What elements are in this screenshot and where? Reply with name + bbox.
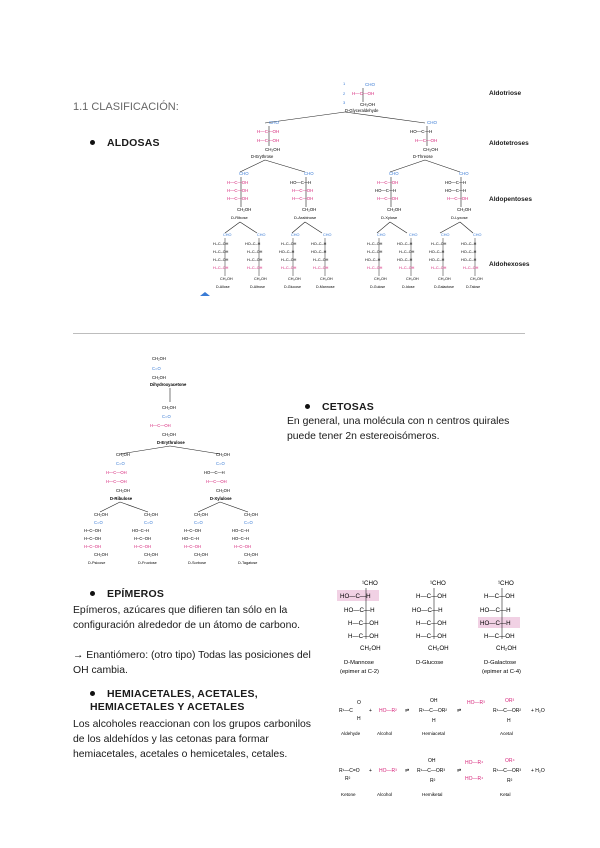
cetosas-heading [305,401,374,413]
level-label: Aldotetroses [489,140,529,147]
epimeros-note: → Enantiómero: (otro tipo) Todas las posiciones del OH cambia. [73,650,311,676]
svg-text:CHO: CHO [365,82,375,87]
svg-text:CHO: CHO [473,233,482,237]
ketose-name: Dihydroxyacetone [150,382,187,387]
svg-text:H–C–OH: H–C–OH [431,242,447,246]
svg-text:⇌: ⇌ [405,708,410,714]
svg-text:C=O: C=O [152,366,161,371]
svg-text:1: 1 [343,81,346,86]
svg-text:H—C—OH: H—C—OH [415,138,438,143]
svg-text:H–C–OH: H–C–OH [247,250,263,254]
aldosas-heading [90,137,160,149]
pentose-name: D-Lyxose [451,215,468,220]
svg-text:CHO: CHO [389,171,399,176]
svg-text:H–C–OH: H–C–OH [134,544,151,549]
svg-text:HO–C–H: HO–C–H [132,528,149,533]
tetrose-name: D-Threose [413,154,433,159]
svg-text:HO—C—H: HO—C—H [290,180,312,185]
ketose-name: D-Erythrulose [157,440,185,445]
svg-text:OR⁴: OR⁴ [505,758,515,764]
svg-text:CH₂OH: CH₂OH [428,645,449,652]
svg-text:CH₂OH: CH₂OH [194,512,208,517]
svg-text:H—C—OH: H—C—OH [416,620,447,627]
svg-text:¹CHO: ¹CHO [498,580,514,587]
bullet-icon [90,591,95,596]
cetosas-heading-text: CETOSAS [322,401,374,413]
pentose-name: D-Arabinose [294,215,317,220]
svg-text:HO—C—H: HO—C—H [480,620,511,627]
reaction-label: Alcohol [377,731,393,736]
svg-text:HO–C–H: HO–C–H [365,258,381,262]
reaction-label: Ketone [341,792,356,797]
svg-text:CH₂OH: CH₂OH [162,432,176,437]
svg-text:H: H [357,716,361,722]
svg-text:H—C—OH: H—C—OH [292,196,314,201]
svg-text:2: 2 [343,91,346,96]
epimer-name: D-Glucose [416,660,444,666]
svg-text:R²: R² [345,776,351,782]
hexose-name: D-Galactose [434,285,454,289]
svg-text:C=O: C=O [216,461,225,466]
reaction-label: Hemiacetal [422,731,445,736]
svg-text:H–C–OH: H–C–OH [134,536,151,541]
svg-text:CH₂OH: CH₂OH [438,277,451,281]
svg-text:HO—C—H: HO—C—H [412,607,443,614]
svg-text:HO–C–H: HO–C–H [461,242,477,246]
svg-text:HO–C–H: HO–C–H [461,250,477,254]
svg-text:H–C–OH: H–C–OH [367,242,383,246]
svg-text:CHO: CHO [377,233,386,237]
svg-text:¹CHO: ¹CHO [430,580,446,587]
svg-text:H–C–OH: H–C–OH [367,250,383,254]
ketose-tree-figure [70,352,280,582]
svg-text:H–C–OH: H–C–OH [399,250,415,254]
svg-text:H—C—OH: H—C—OH [206,479,227,484]
epimer-name: D-Mannose [344,660,374,666]
ketose-name: D-Psicose [88,561,106,565]
svg-text:H—C—OH: H—C—OH [348,620,379,627]
reaction-label: Ketal [500,792,511,797]
svg-text:HO–C–H: HO–C–H [397,242,413,246]
svg-text:CH₂OH: CH₂OH [94,512,108,517]
svg-text:CH₂OH: CH₂OH [220,277,233,281]
svg-text:⇌: ⇌ [457,768,462,774]
mark-icon [200,292,210,296]
svg-text:H: H [507,718,511,724]
reaction-label: Acetal [500,731,513,736]
epimer-note: (epimer at C-4) [482,669,521,675]
svg-text:H–C–OH: H–C–OH [313,266,329,270]
svg-text:CH₂OH: CH₂OH [320,277,333,281]
svg-text:H–C–OH: H–C–OH [431,266,447,270]
svg-text:CH₂OH: CH₂OH [496,645,517,652]
svg-text:H–C–OH: H–C–OH [213,258,229,262]
svg-text:CH₂OH: CH₂OH [244,552,258,557]
svg-text:CHO: CHO [409,233,418,237]
svg-text:O: O [357,700,361,706]
svg-text:OH: OH [430,698,438,704]
ketose-name: D-Tagatose [238,561,258,565]
svg-text:C=O: C=O [144,520,153,525]
svg-text:HO—R²: HO—R² [379,708,397,714]
level-label: Aldotriose [489,90,522,97]
svg-text:CHO: CHO [459,171,469,176]
svg-text:C=O: C=O [94,520,103,525]
svg-text:HO–C–H: HO–C–H [397,258,413,262]
svg-text:HO—C—H: HO—C—H [375,188,397,193]
svg-text:+: + [369,768,372,774]
svg-text:H–C–OH: H–C–OH [463,266,479,270]
svg-text:CHO: CHO [441,233,450,237]
hemiacetales-text: Los alcoholes reaccionan con los grupos carbonilos de los aldehídos y las cetonas para formar hemiacetales, acetales o hemicetales, cetales. [73,719,311,760]
svg-text:R¹—C—OR³: R¹—C—OR³ [493,768,522,774]
reaction-label: Alcohol [377,792,393,797]
svg-text:CH₂OH: CH₂OH [237,207,252,212]
svg-text:C=O: C=O [116,461,125,466]
svg-text:+: + [369,708,372,714]
epimeros-heading [90,588,164,600]
hemiacetales-heading [90,688,300,714]
svg-text:H—C—OH: H—C—OH [352,91,375,96]
pentose-name: D-Ribose [231,215,248,220]
svg-text:CH₂OH: CH₂OH [244,512,258,517]
section-title: 1.1 CLASIFICACIÓN: [73,101,179,113]
svg-text:H–C–OH: H–C–OH [84,528,101,533]
svg-text:H–C–OH: H–C–OH [313,258,329,262]
svg-text:CH₂OH: CH₂OH [406,277,419,281]
bullet-icon [90,691,95,696]
triose-structure [343,81,379,113]
svg-text:R¹—C: R¹—C [339,708,353,714]
svg-text:H–C–OH: H–C–OH [213,242,229,246]
svg-text:CH₂OH: CH₂OH [265,147,280,152]
svg-text:H—C—OH: H—C—OH [227,196,249,201]
svg-text:H–C–OH: H–C–OH [281,242,297,246]
svg-text:H—C—OH: H—C—OH [292,188,314,193]
svg-text:HO–C–H: HO–C–H [245,242,261,246]
svg-text:HO–C–H: HO–C–H [429,250,445,254]
epimer-structures-figure [330,575,540,685]
svg-text:HO–C–H: HO–C–H [461,258,477,262]
svg-text:⇌: ⇌ [457,708,462,714]
epimeros-text: Epímeros, azúcares que difieren tan sólo en la configuración alrededor de un átomo de carbono. [73,605,301,631]
svg-text:HO–C–H: HO–C–H [182,536,199,541]
svg-text:HO—R³: HO—R³ [379,768,397,774]
bullet-icon [305,404,310,409]
svg-text:CHO: CHO [239,171,249,176]
svg-text:C=O: C=O [162,414,171,419]
svg-text:OH: OH [428,758,436,764]
svg-text:H—C—OH: H—C—OH [257,138,280,143]
level-label: Aldopentoses [489,196,532,203]
svg-text:HO—R⁴: HO—R⁴ [465,776,484,782]
hexose-name: D-Gulose [370,285,386,289]
svg-text:CH₂OH: CH₂OH [116,452,130,457]
svg-text:OR³: OR³ [505,698,515,704]
svg-text:H—C—OH: H—C—OH [484,593,515,600]
svg-text:H–C–OH: H–C–OH [247,266,263,270]
svg-text:H–C–OH: H–C–OH [367,266,383,270]
svg-text:3: 3 [343,100,346,105]
svg-text:H–C–OH: H–C–OH [234,544,251,549]
svg-text:CHO: CHO [323,233,332,237]
svg-text:HO—C—H: HO—C—H [340,593,371,600]
epimeros-heading-text: EPÍMEROS [107,588,165,600]
svg-text:H—C—OH: H—C—OH [377,196,399,201]
svg-text:H–C–OH: H–C–OH [281,258,297,262]
svg-text:H–C–OH: H–C–OH [247,258,263,262]
reaction-scheme-figure [335,690,550,810]
svg-text:¹CHO: ¹CHO [362,580,378,587]
svg-text:H—C—OH: H—C—OH [348,633,379,640]
hexose-name: D-Talose [466,285,481,289]
svg-text:CH₂OH: CH₂OH [144,552,158,557]
hexose-name: D-Glucose [284,285,301,289]
reaction-label: Hemiketal [422,792,443,797]
svg-text:R¹—C—OR²: R¹—C—OR² [493,708,522,714]
svg-text:HO—R⁴: HO—R⁴ [465,760,484,766]
hexose-name: D-Mannose [316,285,335,289]
svg-text:CH₂OH: CH₂OH [387,207,402,212]
svg-text:H—C—OH: H—C—OH [106,479,127,484]
epimer-name: D-Galactose [484,660,517,666]
level-label: Aldohexoses [489,261,530,268]
svg-text:CH₂OH: CH₂OH [302,207,317,212]
svg-text:HO—C—H: HO—C—H [445,180,467,185]
svg-text:CH₂OH: CH₂OH [216,452,230,457]
svg-text:R²: R² [430,778,436,784]
bullet-icon [90,140,95,145]
cetosas-text: En general, una molécula con n centros quirales puede tener 2n estereoisómeros. [287,416,510,442]
hexose-name: D-Altrose [250,285,265,289]
svg-text:H–C–OH: H–C–OH [399,266,415,270]
svg-text:HO–C–H: HO–C–H [279,250,295,254]
svg-text:HO–C–H: HO–C–H [232,536,249,541]
divider [73,333,525,334]
svg-text:CHO: CHO [427,120,437,125]
svg-text:CH₂OH: CH₂OH [194,552,208,557]
svg-text:CH₂OH: CH₂OH [470,277,483,281]
svg-text:HO—C—H: HO—C—H [445,188,467,193]
svg-text:H—C—OH: H—C—OH [150,423,171,428]
svg-text:H—C—OH: H—C—OH [227,188,249,193]
svg-text:C=O: C=O [194,520,203,525]
svg-text:H–C–OH: H–C–OH [84,544,101,549]
svg-text:H–C–OH: H–C–OH [281,266,297,270]
ketose-name: D-Xylulose [210,496,232,501]
svg-text:HO–C–H: HO–C–H [429,258,445,262]
svg-text:H—C—OH: H—C—OH [484,633,515,640]
svg-text:CH₂OH: CH₂OH [94,552,108,557]
svg-text:H–C–OH: H–C–OH [213,266,229,270]
svg-text:H—C—OH: H—C—OH [447,196,469,201]
svg-text:CHO: CHO [257,233,266,237]
epimer-note: (epimer at C-2) [340,669,379,675]
triose-name: D-Glyceraldehyde [345,108,379,113]
tetrose-name: D-Erythrose [251,154,274,159]
svg-text:HO–C–H: HO–C–H [311,242,327,246]
ketose-name: D-Sorbose [188,561,207,565]
svg-text:HO—C—H: HO—C—H [410,129,433,134]
svg-text:CH₂OH: CH₂OH [152,356,166,361]
aldosas-heading-text: ALDOSAS [107,137,160,149]
ketose-name: D-Fructose [138,561,157,565]
svg-text:H—C—OH: H—C—OH [416,633,447,640]
svg-text:H—C—OH: H—C—OH [416,593,447,600]
svg-text:CH₂OH: CH₂OH [144,512,158,517]
svg-text:C=O: C=O [244,520,253,525]
svg-text:H–C–OH: H–C–OH [84,536,101,541]
hemiacetales-heading-text: HEMIACETALES, ACETALES, HEMIACETALES Y ACETALES [90,688,258,713]
svg-text:H—C—OH: H—C—OH [227,180,249,185]
svg-text:+ H₂O: + H₂O [531,708,545,714]
svg-text:H—C—OH: H—C—OH [257,129,280,134]
svg-text:CH₂OH: CH₂OH [216,488,230,493]
ketose-name: D-Ribulose [110,496,133,501]
svg-text:CH₂OH: CH₂OH [423,147,438,152]
svg-text:R¹—C=O: R¹—C=O [339,768,360,774]
svg-text:CHO: CHO [304,171,314,176]
pentose-name: D-Xylose [381,215,398,220]
svg-text:CHO: CHO [269,120,279,125]
svg-text:H–C–OH: H–C–OH [184,528,201,533]
svg-text:CH₂OH: CH₂OH [360,645,381,652]
svg-text:CH₂OH: CH₂OH [288,277,301,281]
svg-text:CH₂OH: CH₂OH [116,488,130,493]
svg-text:H—C—OH: H—C—OH [377,180,399,185]
svg-text:CH₂OH: CH₂OH [360,102,375,107]
svg-text:CHO: CHO [223,233,232,237]
svg-text:CH₂OH: CH₂OH [457,207,472,212]
svg-text:H—C—OH: H—C—OH [106,470,127,475]
svg-text:H–C–OH: H–C–OH [184,544,201,549]
svg-text:⇌: ⇌ [405,768,410,774]
hexose-name: D-Idose [402,285,415,289]
svg-text:+ H₂O: + H₂O [531,768,545,774]
svg-text:CHO: CHO [291,233,300,237]
svg-text:HO–C–H: HO–C–H [232,528,249,533]
svg-text:CH₂OH: CH₂OH [152,375,166,380]
svg-text:R¹—C—OR²: R¹—C—OR² [419,708,448,714]
reaction-label: Aldehyde [341,731,361,736]
svg-text:H–C–OH: H–C–OH [213,250,229,254]
svg-text:HO–C–H: HO–C–H [311,250,327,254]
svg-text:R¹—C—OR³: R¹—C—OR³ [417,768,446,774]
svg-text:CH₂OH: CH₂OH [254,277,267,281]
svg-text:CH₂OH: CH₂OH [374,277,387,281]
svg-text:H: H [432,718,436,724]
svg-text:HO—C—H: HO—C—H [480,607,511,614]
hexose-name: D-Allose [216,285,230,289]
svg-text:HO—R³: HO—R³ [467,700,485,706]
svg-text:HO—C—H: HO—C—H [204,470,225,475]
svg-text:CH₂OH: CH₂OH [162,405,176,410]
svg-text:HO—C—H: HO—C—H [344,607,375,614]
svg-text:R²: R² [507,778,513,784]
